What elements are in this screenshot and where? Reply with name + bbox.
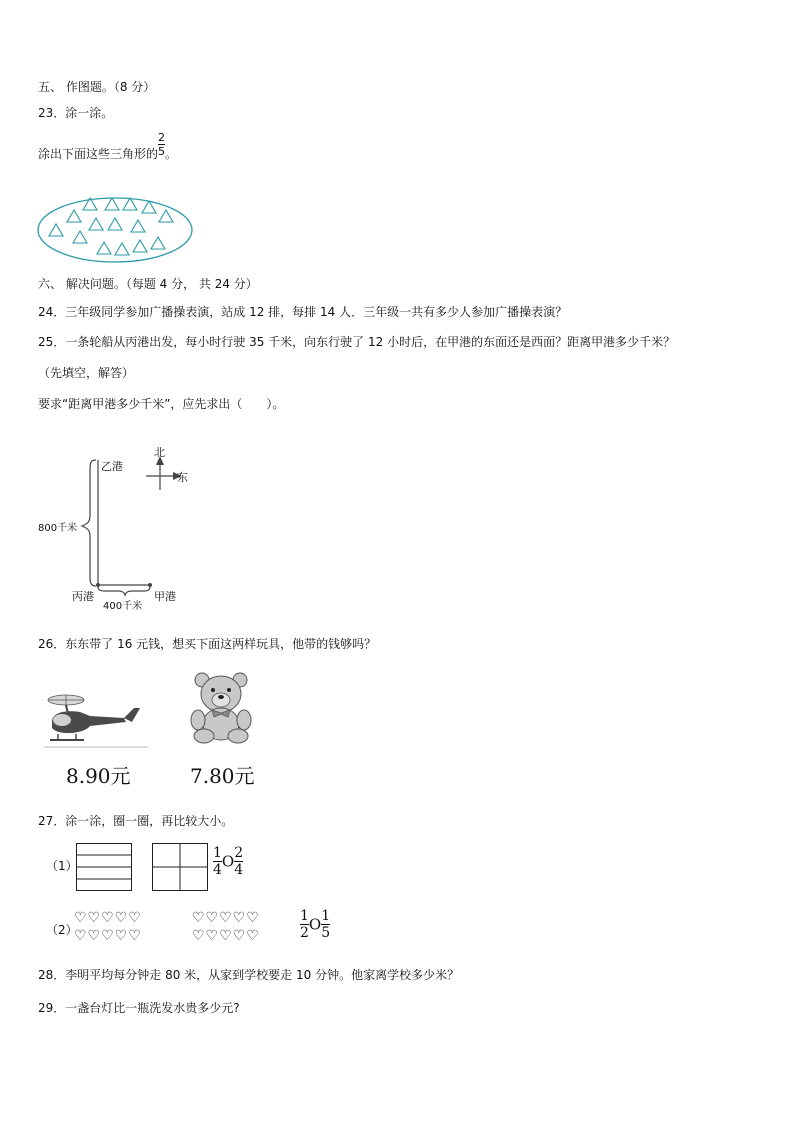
question-25-text: 25．一条轮船从丙港出发，每小时行驶 35 千米，向东行驶了 12 小时后，在甲港的东面还是西面？距离甲港多少千米？ [38, 335, 676, 349]
port-c-label: 丙港 [72, 590, 94, 603]
comparison-circle-1[interactable]: O [221, 852, 235, 871]
triangle-shape [123, 198, 137, 210]
square-four-quarters[interactable] [152, 843, 208, 891]
triangle-shape [159, 210, 173, 222]
question-23-instruction-suffix: 。 [165, 147, 178, 161]
fraction-denominator: 4 [213, 862, 222, 878]
helicopter-price: 8.90元 [66, 764, 131, 788]
fraction-one-fifth [321, 909, 330, 940]
triangle-shape [89, 218, 103, 230]
fraction-two-fifths [158, 132, 165, 157]
question-27-text: 27．涂一涂，圈一圈，再比较大小。 [38, 814, 234, 828]
hearts-group-2[interactable] [192, 909, 260, 945]
triangle-shape [67, 210, 81, 222]
port-dot-c [96, 583, 100, 587]
hearts-row: ♡♡♡♡♡ [192, 910, 260, 926]
comparison-1 [213, 846, 243, 877]
triangle-group [49, 198, 173, 255]
question-23-instruction-prefix: 涂出下面这些三角形的 [38, 147, 159, 161]
fraction-numerator: 1 [213, 845, 222, 861]
fraction-numerator: 1 [300, 908, 309, 924]
question-23-instruction [38, 131, 178, 167]
fraction-numerator: 2 [234, 845, 244, 861]
question-28-text: 28．李明平均每分钟走 80 米，从家到学校要走 10 分钟。他家离学校多少米？ [38, 968, 460, 982]
fraction-denominator: 5 [158, 145, 166, 158]
question-25-note: （先填空，解答） [38, 366, 135, 380]
port-a-label: 甲港 [154, 590, 176, 603]
vertical-brace [82, 460, 96, 586]
fraction-denominator: 5 [321, 925, 331, 941]
helicopter-toy-image [44, 690, 148, 750]
question-23-label: 23．涂一涂。 [38, 106, 114, 120]
distance-400-label: 400千米 [103, 601, 143, 612]
triangle-shape [73, 231, 87, 243]
question-24-text: 24．三年级同学参加广播操表演，站成 12 排，每排 14 人．三年级一共有多少人参加广播操表演？ [38, 305, 568, 319]
triangles-oval-figure[interactable] [36, 196, 196, 266]
triangle-shape [49, 224, 63, 236]
triangle-shape [105, 198, 119, 210]
compass-north-label: 北 [154, 446, 165, 459]
fraction-denominator: 2 [300, 925, 309, 941]
hearts-row: ♡♡♡♡♡ [192, 928, 260, 944]
triangle-shape [97, 242, 111, 254]
part-2-label: （2） [46, 923, 78, 937]
triangle-shape [115, 243, 129, 255]
fraction-one-half [300, 909, 309, 940]
teddy-bear-toy-image [188, 670, 254, 744]
port-dot-a [148, 583, 152, 587]
question-26-text: 26．东东带了 16 元钱，想买下面这两样玩具，他带的钱够吗？ [38, 637, 377, 651]
triangle-shape [133, 240, 147, 252]
hearts-row: ♡♡♡♡♡ [74, 928, 142, 944]
section-6-title: 六、 解决问题。（每题 4 分， 共 24 分） [38, 277, 258, 291]
rectangle-four-strips[interactable] [76, 843, 132, 891]
teddy-bear-price: 7.80元 [190, 764, 255, 788]
fraction-denominator: 4 [234, 862, 244, 878]
compass-east-label: 东 [177, 471, 188, 484]
fraction-one-quarter [213, 846, 222, 877]
triangle-shape [131, 220, 145, 232]
question-29-text: 29．一盏台灯比一瓶洗发水贵多少元? [38, 1001, 240, 1015]
fraction-numerator: 2 [158, 131, 166, 144]
distance-800-label: 800千米 [38, 523, 78, 534]
fraction-numerator: 1 [321, 908, 331, 924]
triangle-shape [151, 237, 165, 249]
question-25-fill-blank: 要求“距离甲港多少千米”，应先求出（ ）。 [38, 397, 285, 411]
fraction-two-quarters [234, 846, 243, 877]
part-1-label: （1） [46, 859, 78, 873]
comparison-2 [300, 909, 330, 940]
comparison-circle-2[interactable]: O [308, 915, 322, 934]
port-b-label: 乙港 [101, 460, 123, 473]
horizontal-brace [98, 587, 150, 595]
section-5-title: 五、 作图题。（8 分） [38, 80, 156, 94]
hearts-row: ♡♡♡♡♡ [74, 910, 142, 926]
hearts-group-1[interactable] [74, 909, 142, 945]
triangle-shape [108, 218, 122, 230]
